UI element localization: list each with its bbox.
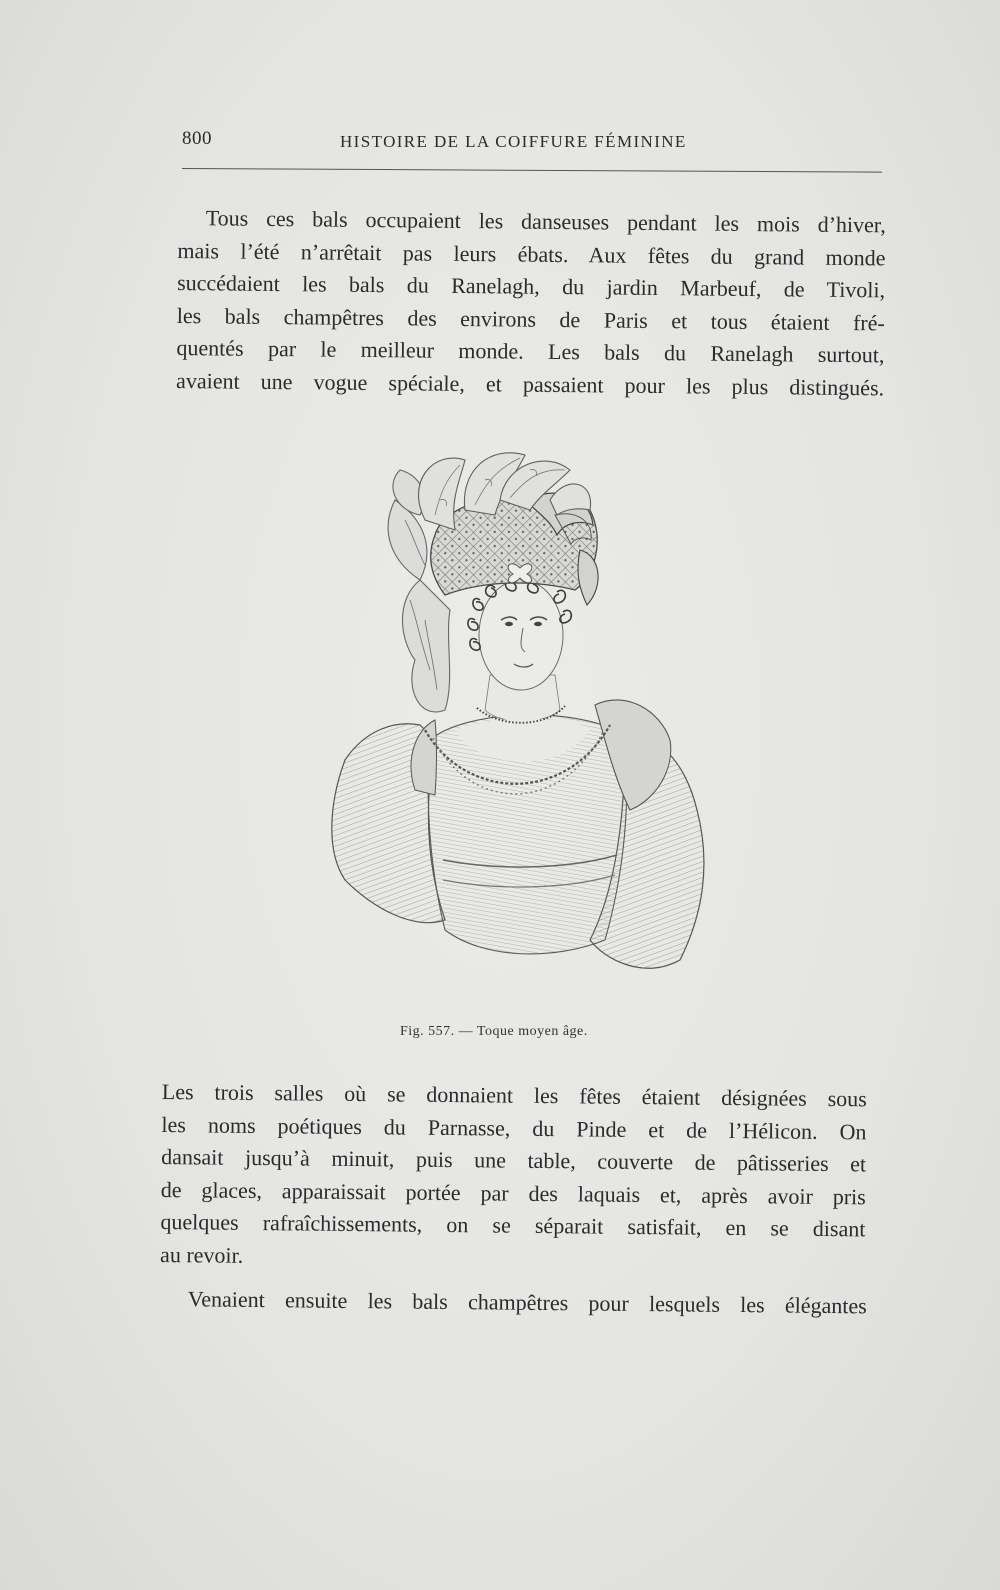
paragraph-line: Venaient ensuite les bals champêtres pour lesquels les élégantes (187, 1286, 867, 1319)
header-rule (182, 168, 882, 173)
paragraph-line: de glaces, apparaissait portée par des laquais et, après avoir pris (160, 1176, 866, 1209)
paragraph-line: quentés par le meilleur monde. Les bals du Ranelagh surtout, (176, 334, 885, 368)
paragraph-line: les noms poétiques du Parnasse, du Pinde et de l’Hélicon. On (161, 1111, 867, 1144)
paragraph-line: quelques rafraîchissements, on se séparait satisfait, en se disant (160, 1208, 866, 1242)
page-header (182, 128, 882, 158)
paragraph-1 (176, 202, 886, 404)
paragraph-line: au revoir. (160, 1241, 244, 1268)
engraving-portrait-icon (325, 440, 715, 1000)
paragraph-line: avaient une vogue spéciale, et passaient pour les plus distingués. (176, 367, 885, 400)
paragraph-line: dansait jusqu’à minuit, puis une table, couverte de pâtisseries et (161, 1143, 867, 1177)
paragraph-line: Tous ces bals occupaient les danseuses pendant les mois d’hiver, (205, 205, 886, 238)
page-number: 800 (182, 128, 212, 149)
paragraph-2 (160, 1076, 867, 1278)
running-head: HISTOIRE DE LA COIFFURE FÉMININE (340, 132, 687, 151)
paragraph-line: les bals champêtres des environs de Paris et tous étaient fré- (176, 302, 885, 335)
paragraph-line: mais l’été n’arrêtait pas leurs ébats. Aux fêtes du grand monde (177, 237, 886, 270)
paragraph-line: succédaient les bals du Ranelagh, du jardin Marbeuf, de Tivoli, (177, 269, 886, 303)
paragraph-3 (162, 1283, 867, 1323)
figure-caption: Fig. 557. — Toque moyen âge. (400, 1024, 588, 1039)
paragraph-line: Les trois salles où se donnaient les fêtes étaient désignées sous (161, 1078, 867, 1112)
